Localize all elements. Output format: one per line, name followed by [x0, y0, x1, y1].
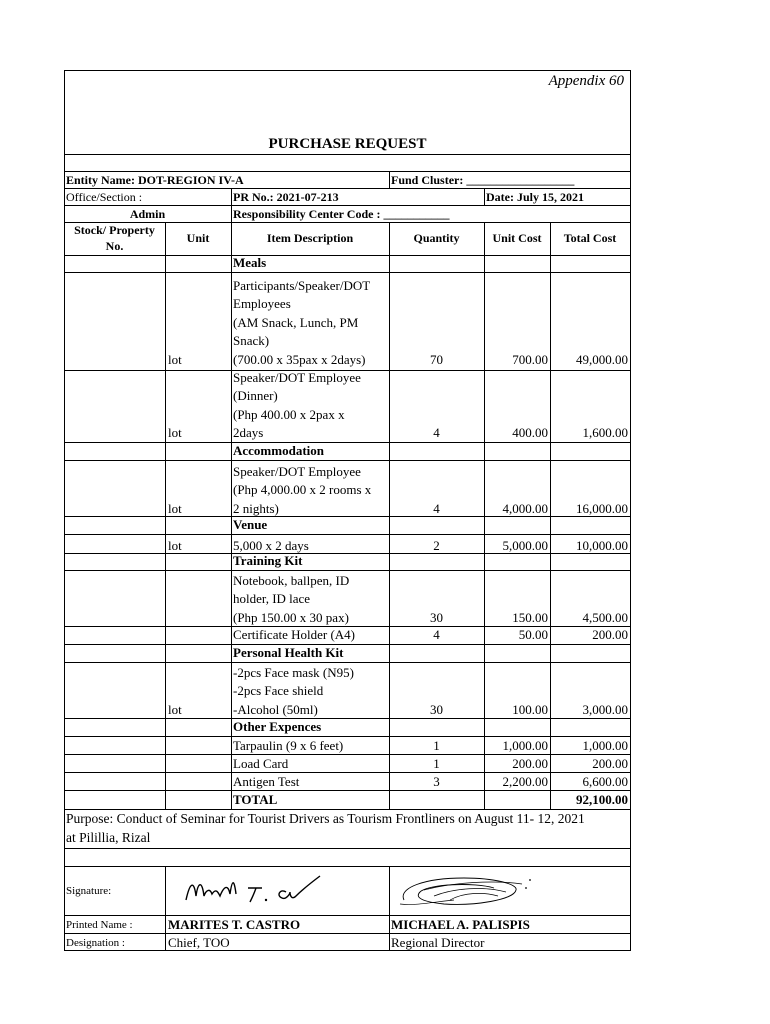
approver-designation: Regional Director: [391, 935, 485, 950]
item-desc-line: Certificate Holder (A4): [233, 627, 356, 642]
item-qty: 2: [433, 538, 440, 553]
office-value: Admin: [129, 207, 166, 221]
item-desc-line: Speaker/DOT Employee: [233, 464, 361, 479]
item-unit-cost: 50.00: [518, 627, 548, 642]
item-unit: lot: [168, 352, 182, 367]
item-total: 200.00: [592, 756, 628, 771]
item-unit-cost: 100.00: [512, 702, 548, 717]
pr-number: PR No.: 2021-07-213: [233, 190, 339, 204]
fund-cluster: Fund Cluster: __________________: [391, 173, 575, 187]
item-desc-line: 2days: [233, 425, 264, 440]
responsibility-center: Responsibility Center Code : ___________: [233, 207, 450, 221]
item-unit-cost: 200.00: [512, 756, 548, 771]
item-desc-line: Snack): [233, 333, 270, 348]
total-value: 92,100.00: [576, 792, 628, 807]
item-qty: 1: [433, 756, 440, 771]
section-training-kit: Training Kit: [233, 553, 303, 568]
item-total: 1,600.00: [582, 425, 628, 440]
header-unit-cost: Unit Cost: [492, 231, 542, 245]
item-qty: 70: [430, 352, 443, 367]
purchase-request-form: [64, 70, 631, 951]
item-desc-line: (Php 150.00 x 30 pax): [233, 610, 349, 625]
item-unit-cost: 1,000.00: [502, 738, 548, 753]
item-qty: 1: [433, 738, 440, 753]
date: Date: July 15, 2021: [486, 190, 584, 204]
item-qty: 30: [430, 610, 443, 625]
requester-designation: Chief, TOO: [168, 935, 230, 950]
requester-signature: [182, 870, 332, 910]
item-desc-line: Antigen Test: [233, 774, 300, 789]
section-accommodation: Accommodation: [233, 443, 324, 458]
item-unit-cost: 700.00: [512, 352, 548, 367]
item-qty: 4: [433, 501, 440, 516]
header-total-cost: Total Cost: [563, 231, 617, 245]
item-desc-line: 5,000 x 2 days: [233, 538, 309, 553]
item-qty: 30: [430, 702, 443, 717]
item-unit-cost: 400.00: [512, 425, 548, 440]
purpose-line1: Purpose: Conduct of Seminar for Tourist Drivers as Tourism Frontliners on August 11- 12, 2021: [66, 811, 585, 826]
item-unit: lot: [168, 702, 182, 717]
item-total: 6,600.00: [582, 774, 628, 789]
item-total: 200.00: [592, 627, 628, 642]
item-desc-line: -Alcohol (50ml): [233, 702, 318, 717]
section-meals: Meals: [233, 255, 267, 270]
purpose-line2: at Pilillia, Rizal: [66, 830, 151, 845]
item-total: 10,000.00: [576, 538, 628, 553]
approver-signature: [394, 870, 534, 912]
item-qty: 4: [433, 627, 440, 642]
approver-name: MICHAEL A. PALISPIS: [391, 917, 530, 932]
section-personal-health-kit: Personal Health Kit: [233, 645, 344, 660]
item-desc-line: (Dinner): [233, 388, 278, 403]
item-total: 3,000.00: [582, 702, 628, 717]
header-item-description: Item Description: [266, 231, 354, 245]
item-unit: lot: [168, 425, 182, 440]
item-desc-line: Participants/Speaker/DOT: [233, 278, 371, 293]
item-desc-line: (Php 4,000.00 x 2 rooms x: [233, 482, 372, 497]
section-other-expences: Other Expences: [233, 719, 322, 734]
item-desc-line: -2pcs Face shield: [233, 683, 324, 698]
printed-name-label: Printed Name :: [66, 919, 133, 931]
item-desc-line: (700.00 x 35pax x 2days): [233, 352, 366, 367]
office-section-label: Office/Section :: [66, 190, 143, 204]
item-qty: 4: [433, 425, 440, 440]
item-unit-cost: 4,000.00: [502, 501, 548, 516]
item-total: 1,000.00: [582, 738, 628, 753]
item-unit: lot: [168, 538, 182, 553]
item-desc-line: -2pcs Face mask (N95): [233, 665, 354, 680]
requester-name: MARITES T. CASTRO: [168, 917, 301, 932]
item-total: 4,500.00: [582, 610, 628, 625]
header-stock-line2: No.: [105, 239, 124, 253]
item-unit-cost: 5,000.00: [502, 538, 548, 553]
appendix-label: Appendix 60: [548, 73, 624, 89]
item-unit: lot: [168, 501, 182, 516]
item-desc-line: Tarpaulin (9 x 6 feet): [233, 738, 344, 753]
item-total: 16,000.00: [576, 501, 628, 516]
item-desc-line: holder, ID lace: [233, 591, 311, 606]
item-desc-line: Speaker/DOT Employee: [233, 370, 361, 385]
header-quantity: Quantity: [413, 231, 460, 245]
designation-label: Designation :: [66, 937, 125, 949]
item-total: 49,000.00: [576, 352, 628, 367]
entity-name: Entity Name: DOT-REGION IV-A: [66, 173, 244, 187]
item-desc-line: Employees: [233, 296, 291, 311]
item-desc-line: Load Card: [233, 756, 289, 771]
item-qty: 3: [433, 774, 440, 789]
header-stock-line1: Stock/ Property: [74, 223, 155, 237]
item-desc-line: Notebook, ballpen, ID: [233, 573, 350, 588]
total-label: TOTAL: [233, 792, 278, 807]
item-unit-cost: 2,200.00: [502, 774, 548, 789]
header-unit: Unit: [186, 231, 210, 245]
section-venue: Venue: [233, 517, 268, 532]
item-desc-line: (Php 400.00 x 2pax x: [233, 407, 345, 422]
item-desc-line: (AM Snack, Lunch, PM: [233, 315, 359, 330]
signature-label: Signature:: [66, 885, 112, 897]
item-unit-cost: 150.00: [512, 610, 548, 625]
page-title: PURCHASE REQUEST: [268, 136, 427, 152]
item-desc-line: 2 nights): [233, 501, 279, 516]
